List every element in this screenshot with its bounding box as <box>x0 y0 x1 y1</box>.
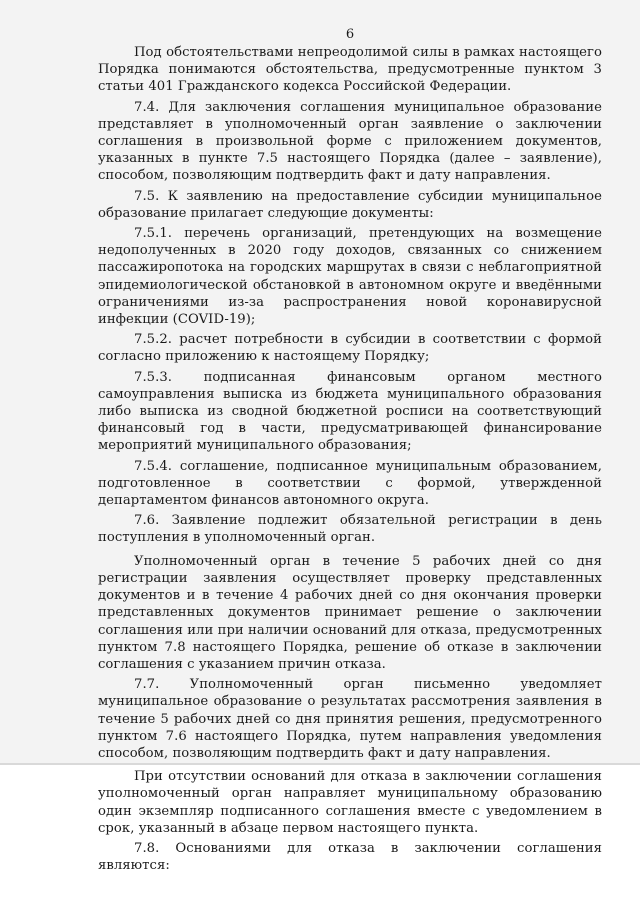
paragraph-7-7: 7.7. Уполномоченный орган письменно уведомляет муниципальное образование о результатах рассмотрения заявления в течение 5 рабочих дней со дня принятия решения, предусмотренного пунктом 7.6 настоящего Порядка, путем направления уведомления способом, позволяющим подтвердить факт и дату направления. <box>98 677 602 761</box>
paragraph-7-6: 7.6. Заявление подлежит обязательной регистрации в день поступления в уполномоченный орган. <box>98 513 602 546</box>
page-number: 6 <box>345 27 355 42</box>
paragraph-7-4: 7.4. Для заключения соглашения муниципальное образование представляет в уполномоченный орган заявление о заключении соглашения в произвольной форме с приложением документов, указанных в пункте 7.5 настоящего Порядка (далее – заявление), способом, позволяющим подтвердить факт и дату направления. <box>98 99 602 184</box>
paragraph-7-6-review: Уполномоченный орган в течение 5 рабочих дней со дня регистрации заявления осуществляет проверку представленных документов и в течение 4 рабочих дней со дня окончания проверки представленных документов принимает решение о заключении соглашения или при наличии оснований для отказа, предусмотренных пунктом 7.8 настоящего Порядка, решение об отказе в заключении соглашения с указанием причин отказа. <box>98 553 602 672</box>
paragraph-7-7-no-grounds: При отсутствии оснований для отказа в заключении соглашения уполномоченный орган направляет муниципальному образованию один экземпляр подписанного соглашения вместе с уведомлением в срок, указанный в абзаце первом настоящего пункта. <box>98 769 602 836</box>
document-body <box>98 44 602 877</box>
paragraph-7-5-4: 7.5.4. соглашение, подписанное муниципальным образованием, подготовленное в соответствии с формой, утвержденной департаментом финансов автономного округа. <box>98 458 602 509</box>
paragraph-7-5-1: 7.5.1. перечень организаций, претендующих на возмещение недополученных в 2020 году доходов, связанных со снижением пассажиропотока на городских маршрутах в связи с неблагоприятной эпидемиологической обстановкой в автономном округе и введёнными ограничениями из-за распространения новой коронавирусной инфекции (COVID-19); <box>98 226 602 328</box>
paragraph-force-majeure: Под обстоятельствами непреодолимой силы в рамках настоящего Порядка понимаются обстоятельства, предусмотренные пунктом 3 статьи 401 Гражданского кодекса Российской Федерации. <box>98 45 602 95</box>
paragraph-7-5-2: 7.5.2. расчет потребности в субсидии в соответствии с формой согласно приложению к настоящему Порядку; <box>98 332 602 365</box>
paragraph-7-5: 7.5. К заявлению на предоставление субсидии муниципальное образование прилагает следующие документы: <box>98 188 602 221</box>
paragraph-7-5-3: 7.5.3. подписанная финансовым органом местного самоуправления выписка из бюджета муниципального образования либо выписка из сводной бюджетной росписи на соответствующий финансовый год в части, предусматривающей финансирование мероприятий муниципального образования; <box>98 369 602 454</box>
paragraph-7-8: 7.8. Основаниями для отказа в заключении соглашения являются: <box>98 840 602 874</box>
